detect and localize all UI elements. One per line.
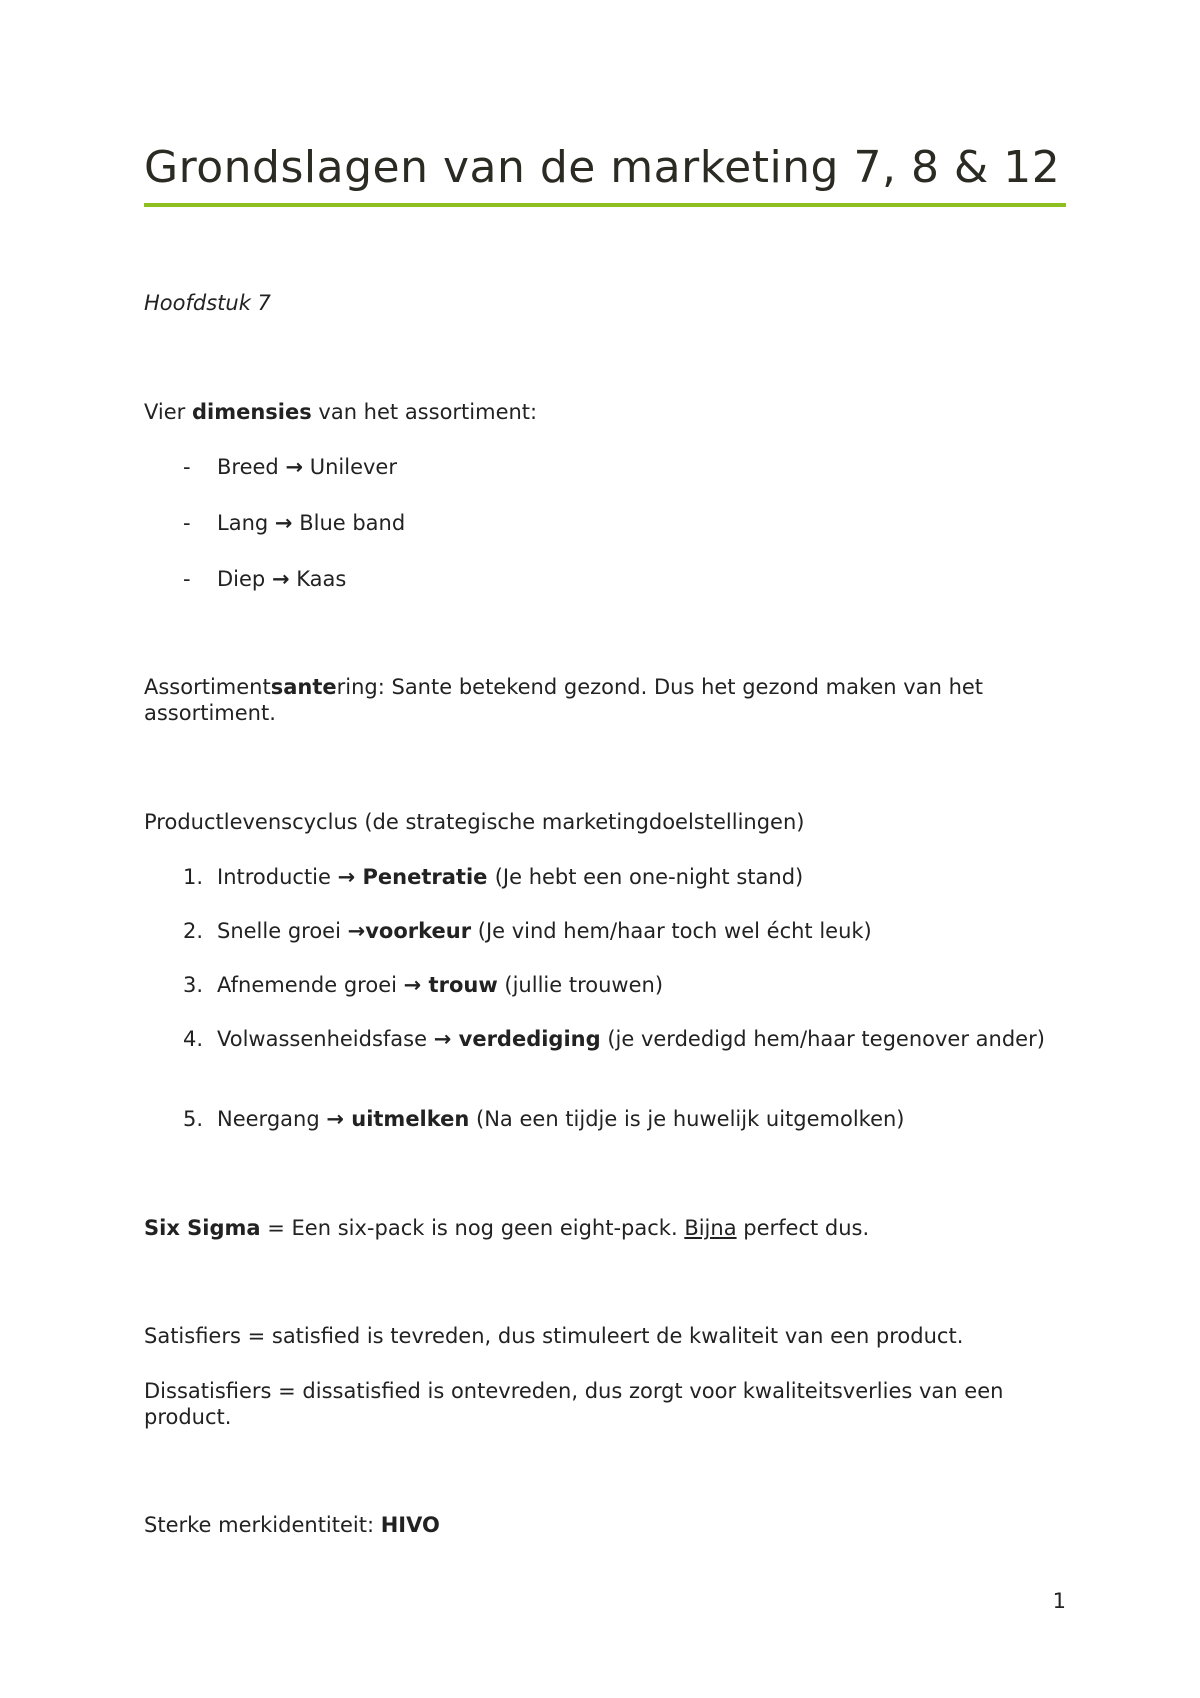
- merk-bold: HIVO: [380, 1513, 440, 1537]
- sanering-pre: Assortiment: [144, 675, 271, 699]
- list-item: [217, 454, 1066, 480]
- plc-phase: Afnemende groei: [217, 973, 404, 997]
- plc-note: (Na een tijdje is je huwelijk uitgemolken): [469, 1107, 905, 1131]
- list-item: [217, 972, 1066, 998]
- plc-phase: Neergang: [217, 1107, 327, 1131]
- arrow-right-icon: →: [347, 919, 366, 943]
- bullet-label: Lang: [217, 511, 269, 535]
- plc-note: (Je hebt een one-night stand): [494, 865, 804, 889]
- satisfiers-paragraph: Satisfiers = satisfied is tevreden, dus stimuleert de kwaliteit van een product.: [144, 1324, 964, 1348]
- plc-phase: Introductie: [217, 865, 338, 889]
- list-item: [217, 1106, 1066, 1132]
- dimensions-intro-pre: Vier: [144, 400, 192, 424]
- list-number: 5.: [183, 1107, 204, 1131]
- plc-heading: Productlevenscyclus (de strategische marketingdoelstellingen): [144, 810, 805, 834]
- six-sigma-bold: Six Sigma: [144, 1216, 261, 1240]
- plc-phase: Snelle groei: [217, 919, 348, 943]
- bullet-dash: -: [183, 455, 191, 479]
- plc-phase: Volwassenheidsfase: [217, 1027, 434, 1051]
- document-title: Grondslagen van de marketing 7, 8 & 12: [144, 142, 1061, 193]
- list-item: [217, 510, 1066, 536]
- bullet-value: Unilever: [309, 455, 397, 479]
- plc-goal: trouw: [421, 973, 498, 997]
- six-sigma-post: perfect dus.: [736, 1216, 870, 1240]
- arrow-right-icon: →: [337, 865, 356, 889]
- sanering-post: ring: Sante betekend gezond. Dus het gezond maken van het assortiment.: [144, 675, 984, 725]
- merkidentiteit-paragraph: [144, 1512, 1066, 1538]
- arrow-right-icon: →: [285, 455, 304, 479]
- dimensions-intro: [144, 399, 1066, 425]
- arrow-right-icon: →: [433, 1027, 452, 1051]
- merk-pre: Sterke merkidentiteit:: [144, 1513, 381, 1537]
- bullet-dash: -: [183, 511, 191, 535]
- plc-goal: verdediging: [451, 1027, 601, 1051]
- arrow-right-icon: →: [274, 511, 293, 535]
- plc-goal: uitmelken: [343, 1107, 470, 1131]
- six-sigma-paragraph: [144, 1215, 1066, 1241]
- plc-goal: voorkeur: [365, 919, 472, 943]
- dissatisfiers-paragraph: Dissatisfiers = dissatisfied is ontevreden, dus zorgt voor kwaliteitsverlies van een product.: [144, 1379, 1004, 1429]
- bullet-value: Blue band: [299, 511, 406, 535]
- list-number: 3.: [183, 973, 204, 997]
- arrow-right-icon: →: [271, 567, 290, 591]
- bullet-value: Kaas: [296, 567, 347, 591]
- list-item: [217, 864, 1066, 890]
- dimensions-intro-bold: dimensies: [191, 400, 312, 424]
- sanering-bold: sante: [270, 675, 337, 699]
- dimensions-intro-post: van het assortiment:: [311, 400, 538, 424]
- chapter-label: Hoofdstuk 7: [144, 291, 271, 315]
- six-sigma-underline: Bijna: [684, 1216, 737, 1240]
- plc-goal: Penetratie: [355, 865, 495, 889]
- sanering-paragraph: [144, 674, 1066, 726]
- page-number: 1: [1052, 1589, 1066, 1613]
- list-number: 2.: [183, 919, 204, 943]
- plc-note: (jullie trouwen): [497, 973, 664, 997]
- list-number: 4.: [183, 1027, 204, 1051]
- title-underline-rule: [144, 203, 1066, 207]
- six-sigma-mid: = Een six-pack is nog geen eight-pack.: [260, 1216, 685, 1240]
- bullet-dash: -: [183, 567, 191, 591]
- bullet-label: Diep: [217, 567, 266, 591]
- plc-note: (je verdedigd hem/haar tegenover ander): [600, 1027, 1045, 1051]
- arrow-right-icon: →: [326, 1107, 344, 1131]
- list-item: [217, 1026, 1066, 1052]
- plc-note: (Je vind hem/haar toch wel écht leuk): [471, 919, 872, 943]
- list-item: [217, 566, 1066, 592]
- arrow-right-icon: →: [403, 973, 422, 997]
- list-item: [217, 918, 1066, 944]
- bullet-label: Breed: [217, 455, 279, 479]
- list-number: 1.: [183, 865, 204, 889]
